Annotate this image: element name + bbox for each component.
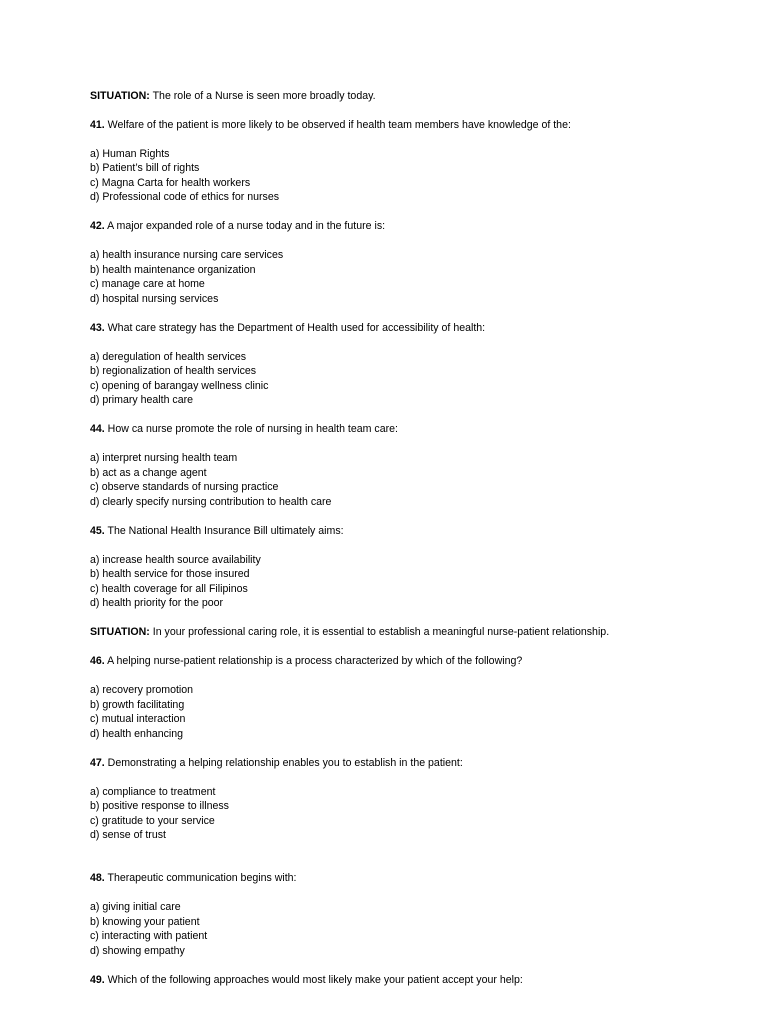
question-49 (90, 974, 523, 987)
option-42-b: b) health maintenance organization (90, 264, 256, 276)
option-48-d: d) showing empathy (90, 945, 185, 957)
situation-2 (90, 626, 609, 639)
question-number: 49. (90, 974, 105, 986)
situation-label: SITUATION: (90, 90, 150, 102)
question-47 (90, 757, 463, 770)
question-text: Which of the following approaches would most likely make your patient accept your help: (104, 974, 523, 986)
situation-text: In your professional caring role, it is essential to establish a meaningful nurse-patient relationship. (149, 626, 610, 638)
question-text: A major expanded role of a nurse today and in the future is: (104, 220, 386, 232)
option-48-a: a) giving initial care (90, 901, 181, 913)
option-46-c: c) mutual interaction (90, 713, 186, 725)
option-44-b: b) act as a change agent (90, 467, 207, 479)
option-46-d: d) health enhancing (90, 728, 184, 740)
question-text: Demonstrating a helping relationship enables you to establish in the patient: (104, 757, 463, 769)
option-41-b: b) Patient’s bill of rights (90, 162, 200, 174)
question-number: 47. (90, 757, 105, 769)
question-text: The National Health Insurance Bill ultimately aims: (104, 525, 344, 537)
option-43-a: a) deregulation of health services (90, 351, 247, 363)
option-47-d: d) sense of trust (90, 829, 166, 841)
option-48-c: c) interacting with patient (90, 930, 208, 942)
question-48 (90, 872, 297, 885)
option-47-a: a) compliance to treatment (90, 786, 216, 798)
option-44-a: a) interpret nursing health team (90, 452, 238, 464)
question-number: 43. (90, 322, 105, 334)
option-42-d: d) hospital nursing services (90, 293, 219, 305)
question-45 (90, 525, 344, 538)
question-46 (90, 655, 522, 668)
option-44-d: d) clearly specify nursing contribution to health care (90, 496, 332, 508)
question-41 (90, 119, 571, 132)
question-number: 44. (90, 423, 105, 435)
question-42 (90, 220, 385, 233)
option-41-a: a) Human Rights (90, 148, 170, 160)
option-46-b: b) growth facilitating (90, 699, 185, 711)
option-45-c: c) health coverage for all Filipinos (90, 583, 248, 595)
question-text: What care strategy has the Department of Health used for accessibility of health: (104, 322, 486, 334)
question-text: A helping nurse-patient relationship is a process characterized by which of the following? (104, 655, 523, 667)
option-47-c: c) gratitude to your service (90, 815, 215, 827)
option-43-b: b) regionalization of health services (90, 365, 257, 377)
situation-1 (90, 90, 376, 103)
option-45-b: b) health service for those insured (90, 568, 250, 580)
question-number: 48. (90, 872, 105, 884)
situation-label: SITUATION: (90, 626, 150, 638)
situation-text: The role of a Nurse is seen more broadly today. (149, 90, 376, 102)
option-41-d: d) Professional code of ethics for nurses (90, 191, 280, 203)
question-number: 46. (90, 655, 105, 667)
question-number: 45. (90, 525, 105, 537)
question-number: 41. (90, 119, 105, 131)
option-43-d: d) primary health care (90, 394, 194, 406)
option-45-a: a) increase health source availability (90, 554, 261, 566)
option-44-c: c) observe standards of nursing practice (90, 481, 279, 493)
option-48-b: b) knowing your patient (90, 916, 200, 928)
question-number: 42. (90, 220, 105, 232)
option-41-c: c) Magna Carta for health workers (90, 177, 251, 189)
option-42-c: c) manage care at home (90, 278, 205, 290)
option-46-a: a) recovery promotion (90, 684, 194, 696)
question-44 (90, 423, 398, 436)
question-text: Welfare of the patient is more likely to be observed if health team members have knowledge of the: (104, 119, 571, 131)
option-42-a: a) health insurance nursing care services (90, 249, 284, 261)
option-43-c: c) opening of barangay wellness clinic (90, 380, 269, 392)
question-text: How ca nurse promote the role of nursing in health team care: (104, 423, 398, 435)
question-43 (90, 322, 485, 335)
document-page (90, 0, 750, 1024)
option-45-d: d) health priority for the poor (90, 597, 224, 609)
question-text: Therapeutic communication begins with: (104, 872, 297, 884)
option-47-b: b) positive response to illness (90, 800, 229, 812)
